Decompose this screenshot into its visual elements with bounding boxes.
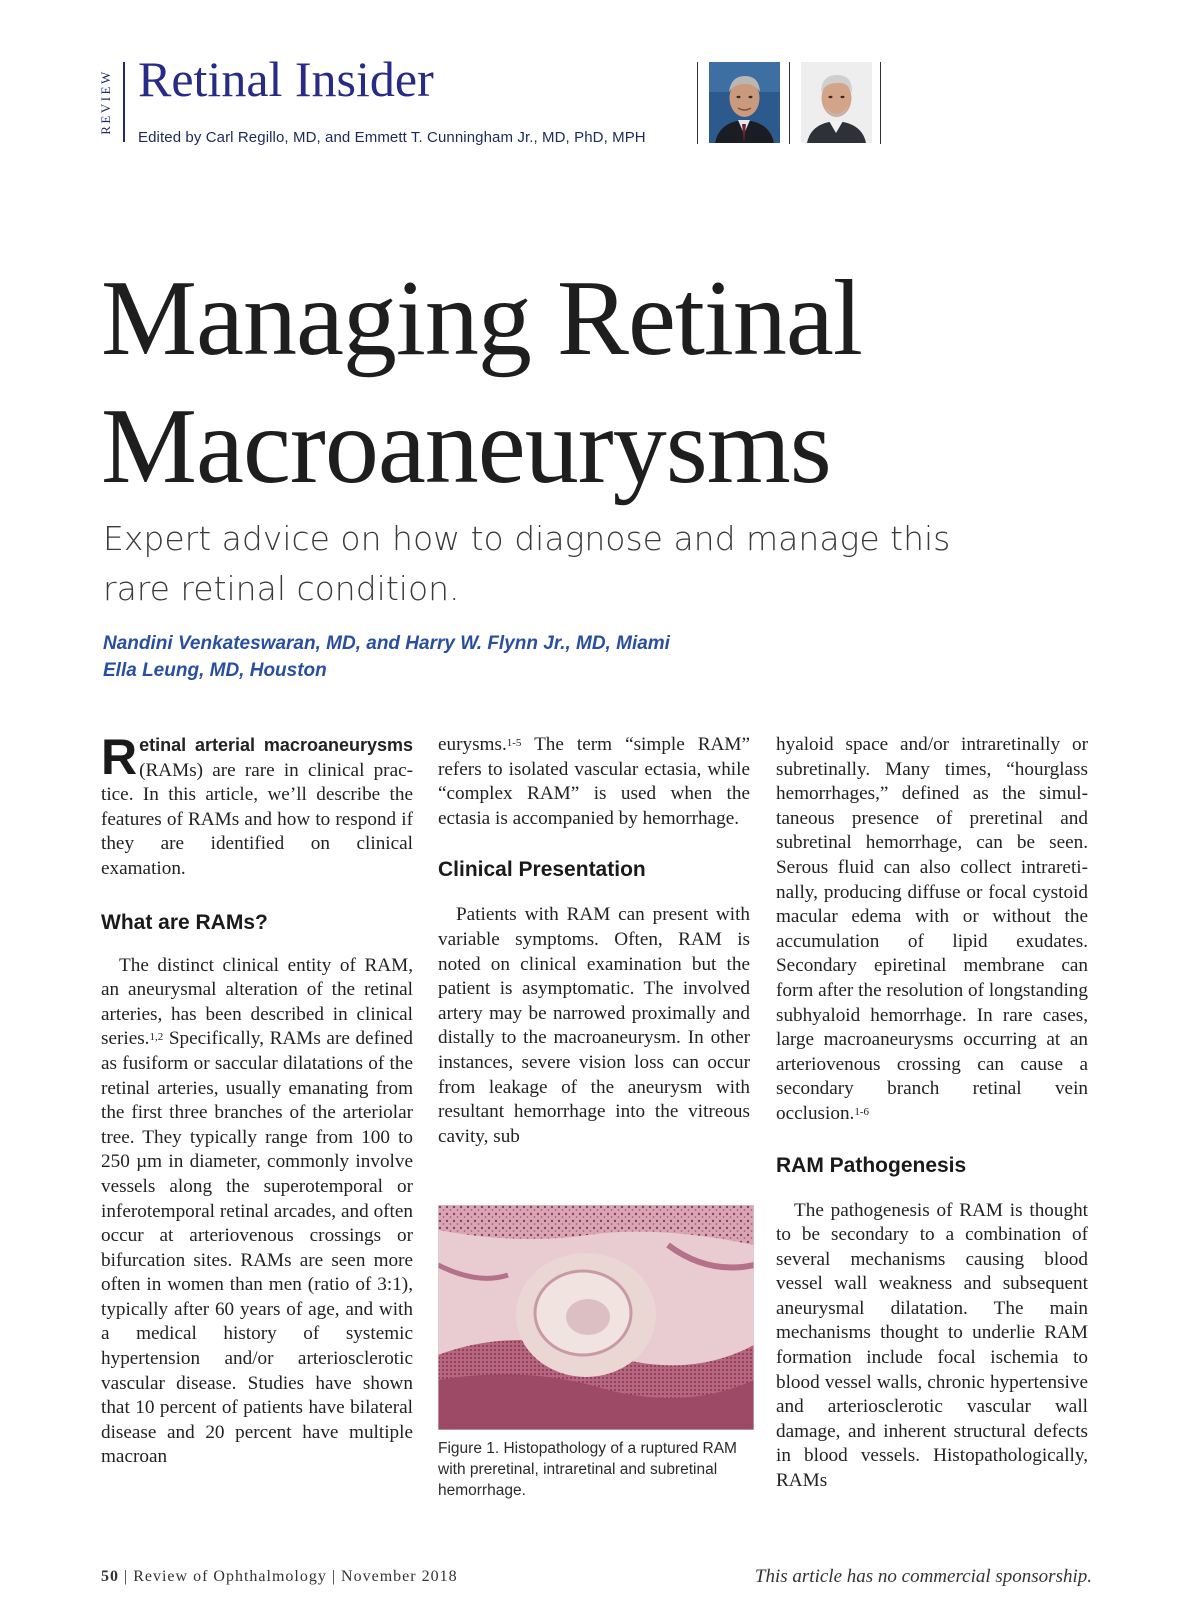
intro-paragraph [101,729,413,882]
body-text: The term “simple RAM” refers to isolated vascular ectasia, while “complex RAM” is used when the ectasia is accompanied by hemorrhage. [438,734,750,829]
section-heading: Clinical Presentation [438,858,646,882]
section-tag [93,60,119,144]
page-folio: 50 | Review of Ophthalmology | November 2018 [101,1568,458,1585]
body-column-3 [776,733,1088,1494]
section-tag-text: REVIEW [98,69,113,135]
body-paragraph [438,733,750,831]
author-byline-line: Ella Leung, MD, Houston [103,660,327,681]
photo-divider [880,62,881,144]
body-text: hyaloid space and/or intraretinally or subretinally. Many times, “hourglass hemorrhages,” defined as the simultaneous presence of preretinal and subretinal hemorrhage, can be seen. Serous fluid can also collect intraretinally, producing diffuse or focal cystoid macular edema with or without the accumulation of lipid exudates. Secondary epiretinal membrane can form after the resolution of longstanding subhyaloid hemorrhage. In rare cases, large macroaneurysms occurring at an arteriovenous crossing can cause a secondary branch retinal vein occlusion. [776,734,1088,1124]
author-byline-line: Nandini Venkateswaran, MD, and Harry W. Flynn Jr., MD, Miami [103,633,670,654]
body-paragraph [776,733,1088,1127]
reference-superscript: 1,2 [149,1031,164,1044]
histopathology-image [438,1205,754,1430]
reference-superscript: 1-5 [506,737,522,749]
figure-caption: Figure 1. Histopathology of a ruptured RAM with preretinal, intraretinal and subretinal hemorrhage. [438,1440,737,1499]
body-paragraph: The pathogenesis of RAM is thought to be secondary to a combination of several mechanisms causing blood vessel wall weakness and subsequent aneurysmal dilatation. The main mechanisms thought to underlie RAM formation include focal ischemia to blood vessel walls, chronic hypertensive and arteriosclerotic vascular wall damage, and inherent structural defects in blood vessels. Histopathologically, RAMs [776,1199,1088,1492]
body-column-1 [101,729,413,1470]
author-byline [103,630,670,684]
publication-name: Review of Ophthalmology [133,1568,327,1585]
header-divider [123,62,125,142]
issue-date: November 2018 [341,1568,458,1585]
page-number: 50 [101,1568,119,1585]
article-title [101,255,1101,511]
photo-divider [697,62,698,144]
column-name: Retinal Insider [138,51,434,107]
article-dek: Expert advice on how to diagnose and manage this rare retinal condition. [103,519,951,608]
sponsorship-note: This article has no commercial sponsorship. [754,1566,1092,1587]
body-paragraph [101,954,413,1470]
section-heading: RAM Pathogenesis [776,1153,967,1177]
drop-cap: R [101,729,138,785]
intro-text: (RAMs) are rare in clinical practice. In this article, we’ll describe the features of RAMs and how to respond if they are identified on clinical examation. [101,759,413,879]
lead-in: etinal arterial macroaneurysms [139,735,413,755]
body-text: The distinct clinical entity of RAM, an aneurysmal alteration of the retinal arteries, has been described in clinical series. [101,954,413,1050]
section-heading: What are RAMs? [101,910,268,934]
body-column-2 [438,733,750,1149]
editor-photo-regillo [709,62,780,143]
editor-photo-cunningham [801,62,872,143]
body-paragraph: Patients with RAM can present with variable symptoms. Often, RAM is noted on clinical examination but the patient is asymptomatic. The involved artery may be narrowed proximally and distally to the macroaneurysm. In other instances, severe vision loss can occur from leakage of the aneurysm with resultant hemorrhage into the vitreous cavity, sub [438,904,750,1147]
photo-divider [789,62,790,144]
reference-superscript: 1-6 [854,1105,870,1118]
body-text: eurysms. [438,734,507,755]
figure-1 [438,1205,754,1501]
body-text: Specifically, RAMs are defined as fusiform or saccular dilatations of the retinal arteries, usually emanating from the first three branches of the arteriolar tree. They typically range from 100 to 250 µm in diameter, commonly involve vessels along the superotemporal or inferotemporal retinal arcades, and often occur at arteriovenous crossings or bifurcation sites. RAMs are seen more often in women than men (ratio of 3:1), typically after 60 years of age, and with a medical history of systemic hypertension and/or arteriosclerotic vascular disease. Studies have shown that 10 percent of patients have bilateral disease and 20 percent have multiple macroan [101,1028,413,1468]
column-editors: Edited by Carl Regillo, MD, and Emmett T. Cunningham Jr., MD, PhD, MPH [138,129,646,146]
article-title-line: Macroaneurysms [101,387,831,506]
article-title-line: Managing Retinal [101,259,862,378]
